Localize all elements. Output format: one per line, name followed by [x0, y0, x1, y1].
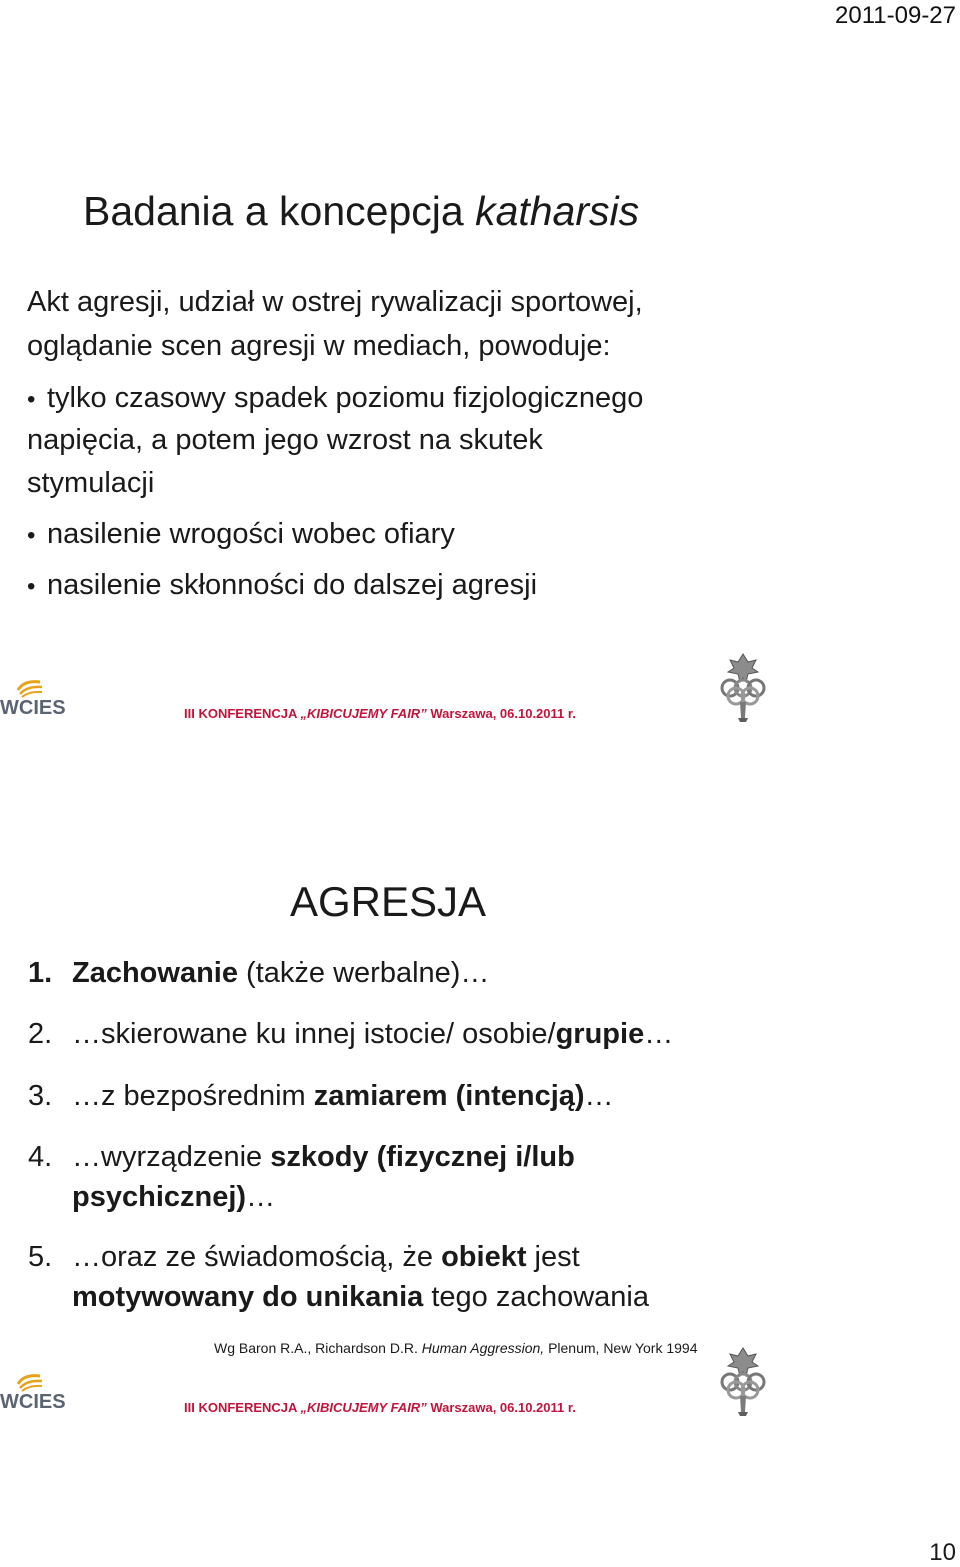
- intro-line-1: Akt agresji, udział w ostrej rywalizacji sportowej,: [27, 286, 643, 318]
- reference-citation: [214, 1340, 698, 1356]
- list-text: …: [644, 1018, 674, 1050]
- bullet-item: [27, 512, 455, 558]
- list-item-continuation: [28, 1277, 649, 1317]
- list-number: 4.: [28, 1141, 53, 1173]
- list-number: 5.: [28, 1241, 53, 1273]
- eagle-emblem-icon: [716, 652, 770, 724]
- list-text: …oraz ze świadomością, że: [72, 1241, 442, 1273]
- footer-prefix: III KONFERENCJA: [184, 706, 301, 721]
- page-number: 10: [929, 1539, 956, 1566]
- footer-italic: „KIBICUJEMY FAIR”: [300, 706, 427, 721]
- list-bold-text: zamiarem (intencją): [313, 1080, 585, 1112]
- list-text: tego zachowania: [423, 1281, 649, 1313]
- bullet-item: [27, 376, 643, 422]
- list-text: …skierowane ku innej istocie/ osobie/: [72, 1018, 556, 1050]
- footer-italic: „KIBICUJEMY FAIR”: [300, 1400, 427, 1415]
- slide-title: [83, 188, 639, 235]
- wcies-logo: [0, 1370, 70, 1419]
- list-text: …: [246, 1181, 276, 1213]
- title-text: Badania a koncepcja: [83, 188, 476, 234]
- conference-footer: [184, 1400, 576, 1415]
- list-item: [28, 1076, 614, 1116]
- list-bold-text: psychicznej): [72, 1181, 247, 1213]
- bullet-text: nasilenie wrogości wobec ofiary: [47, 518, 455, 550]
- bullet-icon: [27, 518, 47, 550]
- eagle-emblem-icon: [716, 1346, 770, 1418]
- logo-text: WCIES: [0, 1391, 66, 1413]
- bullet-item: [27, 563, 537, 609]
- list-number: 2.: [28, 1018, 53, 1050]
- logo-text: WCIES: [0, 697, 66, 719]
- list-item-continuation: [28, 1177, 575, 1217]
- list-item: [28, 953, 489, 993]
- list-number: 3.: [28, 1080, 53, 1112]
- reference-text: Plenum, New York 1994: [544, 1340, 698, 1356]
- list-text: …: [584, 1080, 614, 1112]
- list-bold-text: motywowany do unikania: [72, 1281, 424, 1313]
- bullet-text: nasilenie skłonności do dalszej agresji: [47, 569, 538, 601]
- page-date: 2011-09-27: [835, 2, 956, 29]
- title-italic-text: katharsis: [475, 188, 640, 234]
- bullet-item-continuation: napięcia, a potem jego wzrost na skutek: [27, 424, 543, 456]
- wcies-logo-icon: [0, 676, 70, 720]
- footer-suffix: Warszawa, 06.10.2011 r.: [426, 1400, 576, 1415]
- intro-line-2: oglądanie scen agresji w mediach, powoduje:: [27, 330, 611, 362]
- list-item: [28, 1014, 673, 1054]
- bullet-text: tylko czasowy spadek poziomu fizjologicznego: [47, 382, 644, 414]
- reference-text: Wg Baron R.A., Richardson D.R.: [214, 1340, 422, 1356]
- slide-title: AGRESJA: [290, 878, 487, 925]
- bullet-icon: [27, 382, 47, 414]
- list-text: …z bezpośrednim: [72, 1080, 314, 1112]
- list-bold-text: grupie: [555, 1018, 645, 1050]
- list-text: …wyrządzenie: [72, 1141, 271, 1173]
- list-bold-text: obiekt: [441, 1241, 527, 1273]
- wcies-logo-icon: [0, 1370, 70, 1414]
- list-bold-text: szkody (fizycznej i/lub: [270, 1141, 575, 1173]
- footer-suffix: Warszawa, 06.10.2011 r.: [426, 706, 576, 721]
- olympic-emblem: [716, 1346, 770, 1423]
- list-item: [28, 1237, 649, 1317]
- list-number: 1.: [28, 957, 53, 989]
- list-text: jest: [526, 1241, 580, 1273]
- conference-footer: [184, 706, 576, 721]
- list-bold-text: Zachowanie: [72, 957, 238, 989]
- reference-italic: Human Aggression,: [421, 1340, 545, 1356]
- bullet-icon: [27, 569, 47, 601]
- olympic-emblem: [716, 652, 770, 729]
- list-item: [28, 1137, 575, 1217]
- bullet-item-continuation: stymulacji: [27, 467, 155, 499]
- wcies-logo: [0, 676, 70, 725]
- list-text: (także werbalne)…: [238, 957, 490, 989]
- footer-prefix: III KONFERENCJA: [184, 1400, 301, 1415]
